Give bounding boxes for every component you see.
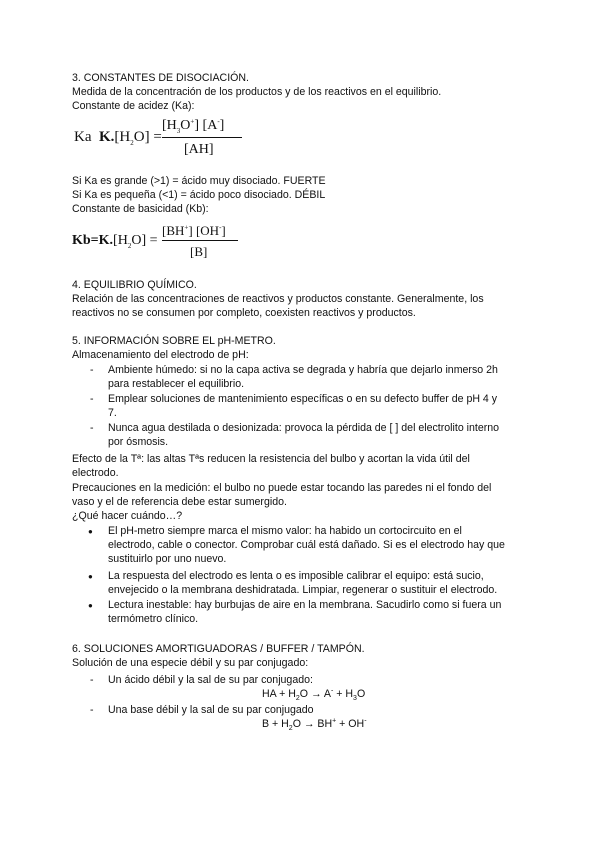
b-denominator: B <box>194 244 204 259</box>
h-symbol: H <box>117 233 128 248</box>
paragraph-line: Constante de acidez (Ka): <box>72 100 195 112</box>
list-item-cont: envejecido o la membrana deshidratada. Limpiar, regenerar o sustituir el electrodo. <box>108 584 498 596</box>
dash-marker: - <box>90 704 94 716</box>
paragraph-line: Efecto de la Tª: las altas Tªs reducen la resistencia del bulbo y acortan la vida útil del <box>72 453 470 465</box>
list-item: Emplear soluciones de mantenimiento específicas o en su defecto buffer de pH 4 y <box>108 393 498 405</box>
bh-numerator: BH <box>166 223 185 238</box>
h-symbol: H <box>119 129 131 145</box>
list-item: La respuesta del electrodo es lenta o es imposible calibrar el equipo: está sucio, <box>108 570 484 582</box>
eq-part: B + H <box>262 718 289 730</box>
list-item-cont: para restablecer el equilibrio. <box>108 378 245 390</box>
h3o-numerator: H <box>166 118 177 133</box>
eq-part: O → A <box>299 688 331 700</box>
list-item: Un ácido débil y la sal de su par conjugado: <box>108 674 313 686</box>
paragraph-line: Constante de basicidad (Kb): <box>72 203 209 215</box>
eq-part: O <box>356 688 366 700</box>
subscript: 2 <box>288 725 293 733</box>
oh-numerator: OH <box>200 223 220 238</box>
list-item: Lectura inestable: hay burbujas de aire en la membrana. Sacudirlo como si fuera un <box>108 599 502 611</box>
superscript: + <box>190 117 195 126</box>
superscript: - <box>219 223 222 232</box>
superscript: - <box>364 717 367 725</box>
o-symbol: O <box>180 118 191 133</box>
dash-marker: - <box>90 393 94 405</box>
paragraph-line: Si Ka es pequeña (<1) = ácido poco disociado. DÉBIL <box>72 189 326 201</box>
list-item-cont: electrodo, cable o conector. Comprobar cuál está dañado. Si es el electrodo hay que <box>108 539 505 551</box>
superscript: - <box>217 117 220 126</box>
list-item: Ambiente húmedo: si no la capa activa se degrada y habría que dejarlo inmerso 2h <box>108 364 498 376</box>
section-6-heading: 6. SOLUCIONES AMORTIGUADORAS / BUFFER / TAMPÓN. <box>72 643 365 655</box>
ah-denominator: AH <box>188 142 209 157</box>
kb-symbol: Kb=K. <box>72 233 114 248</box>
list-item: Una base débil y la sal de su par conjugado <box>108 704 314 716</box>
dash-marker: - <box>90 674 94 686</box>
bullet-marker: ● <box>88 572 93 581</box>
o-symbol: O <box>131 233 142 248</box>
paragraph-line: ¿Qué hacer cuándo…? <box>72 510 183 522</box>
subscript: 3 <box>176 126 181 135</box>
bullet-marker: ● <box>88 527 93 536</box>
paragraph-line: vaso y el de referencia debe estar sumergido. <box>72 496 287 508</box>
list-item: Nunca agua destilada o desionizada: provoca la pérdida de [ ] del electrolito interno <box>108 422 500 434</box>
a-numerator: A <box>207 118 218 133</box>
paragraph-line: reactivos no se consumen por completo, coexisten reactivos y productos. <box>72 307 416 319</box>
fraction-bar <box>162 137 242 138</box>
paragraph-line: Almacenamiento del electrodo de pH: <box>72 349 249 361</box>
subscript: 2 <box>130 139 134 147</box>
list-item-cont: 7. <box>108 407 117 419</box>
paragraph-line: Relación de las concentraciones de reactivos y productos constante. Generalmente, los <box>72 293 484 305</box>
superscript: + <box>184 223 189 232</box>
dash-marker: - <box>90 364 94 376</box>
o-symbol: O <box>133 129 145 145</box>
section-3-heading: 3. CONSTANTES DE DISOCIACIÓN. <box>72 72 249 84</box>
fraction-bar <box>162 240 238 241</box>
base-equation <box>262 718 367 731</box>
subscript: 3 <box>353 695 357 703</box>
bullet-marker: ● <box>88 601 93 610</box>
list-item-cont: por ósmosis. <box>108 436 169 448</box>
section-5-heading: 5. INFORMACIÓN SOBRE EL pH-METRO. <box>72 335 276 347</box>
ka-symbol: Ka <box>74 129 92 145</box>
dash-marker: - <box>90 422 94 434</box>
eq-part: HA + H <box>262 688 296 700</box>
eq-part: + OH <box>336 718 365 730</box>
paragraph-line: Solución de una especie débil y su par conjugado: <box>72 657 309 669</box>
list-item-cont: sustituirlo por uno nuevo. <box>108 553 227 565</box>
subscript: 2 <box>295 695 300 703</box>
paragraph-line: Si Ka es grande (>1) = ácido muy disociado. FUERTE <box>72 175 326 187</box>
paragraph-line: electrodo. <box>72 467 119 479</box>
acid-equation <box>262 688 365 701</box>
k-symbol: K. <box>99 129 115 145</box>
paragraph-line: Medida de la concentración de los productos y de los reactivos en el equilibrio. <box>72 86 442 98</box>
superscript: - <box>330 687 334 695</box>
superscript: + <box>332 717 337 725</box>
eq-part: O → BH <box>292 718 333 730</box>
list-item-cont: termómetro clínico. <box>108 613 199 625</box>
subscript: 2 <box>127 241 132 250</box>
list-item: El pH-metro siempre marca el mismo valor: ha habido un cortocircuito en el <box>108 525 462 537</box>
eq-part: + H <box>333 688 354 700</box>
section-4-heading: 4. EQUILIBRIO QUÍMICO. <box>72 279 197 291</box>
paragraph-line: Precauciones en la medición: el bulbo no puede estar tocando las paredes ni el fondo del <box>72 482 492 494</box>
